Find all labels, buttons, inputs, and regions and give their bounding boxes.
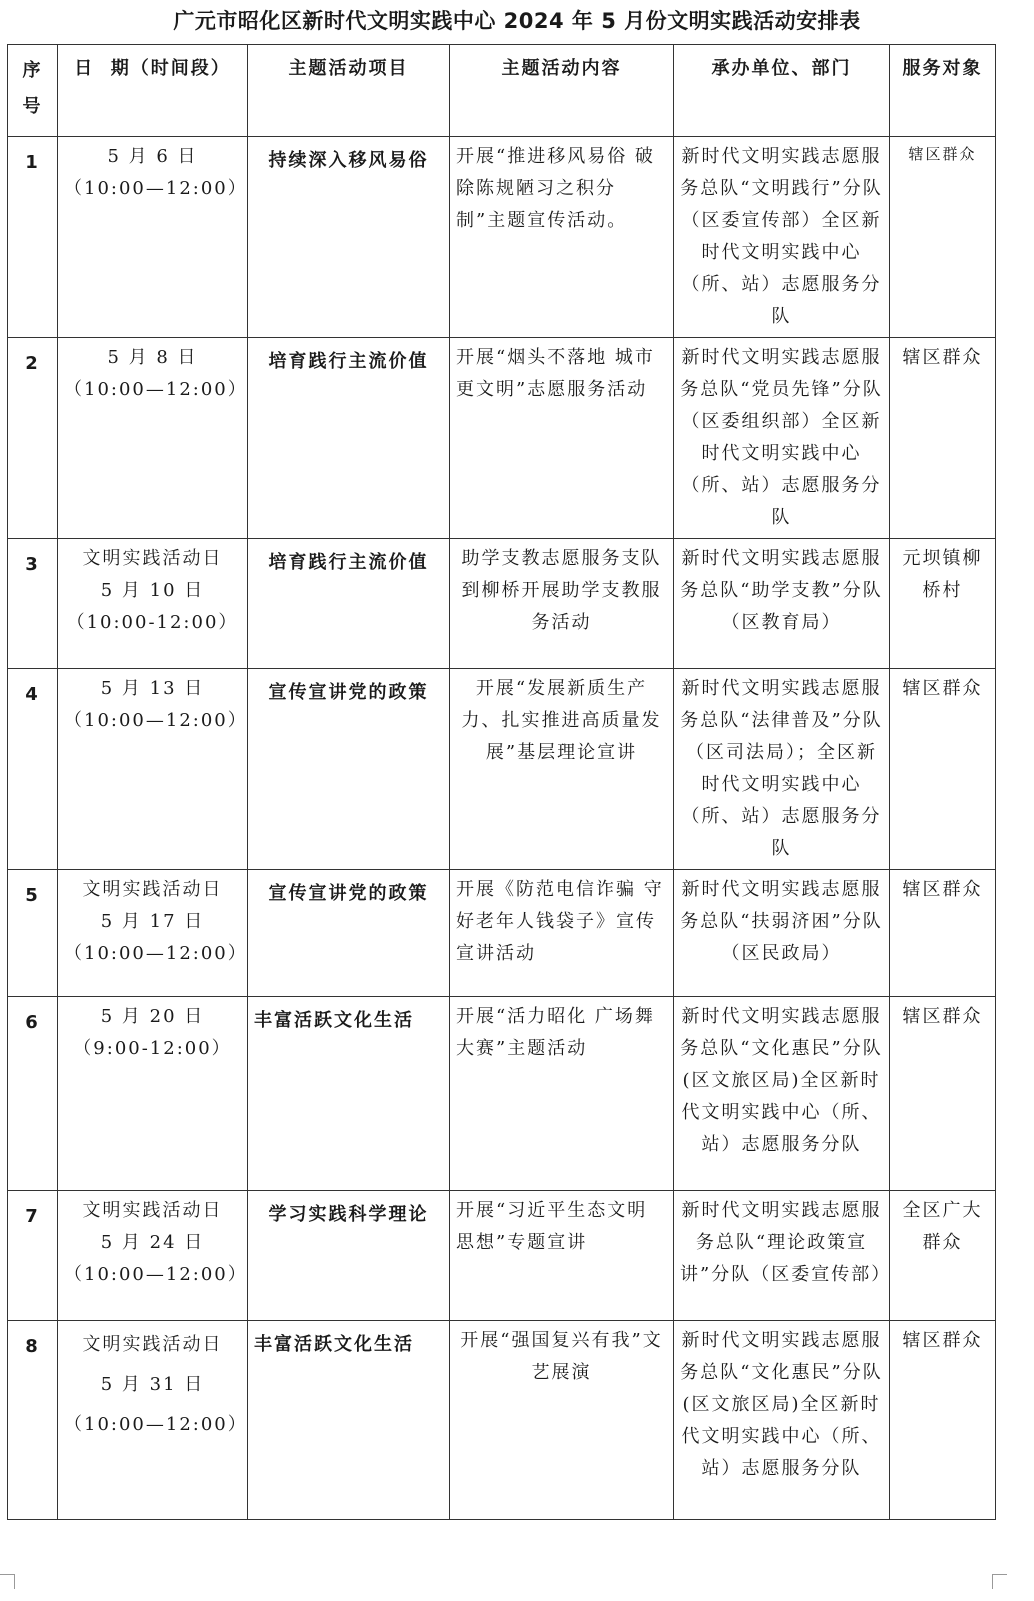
row-date [58,137,248,338]
row-date [58,669,248,870]
date-line: 5 月 17 日 [100,911,205,932]
table-row [8,997,996,1191]
row-seq: 6 [8,997,58,1191]
row-content: 助学支教志愿服务支队到柳桥开展助学支教服务活动 [450,539,674,669]
table-row [8,137,996,338]
row-org: 新时代文明实践志愿服务总队“扶弱济困”分队（区民政局） [674,870,890,997]
row-content: 开展“烟头不落地 城市更文明”志愿服务活动 [450,338,674,539]
row-seq: 2 [8,338,58,539]
row-org: 新时代文明实践志愿服务总队“理论政策宣讲”分队（区委宣传部） [674,1191,890,1321]
row-content: 开展“推进移风易俗 破除陈规陋习之积分制”主题宣传活动。 [450,137,674,338]
row-seq: 4 [8,669,58,870]
header-seq: 序号 [8,45,58,137]
page-corner-mark [0,1574,15,1589]
row-target: 辖区群众 [890,997,996,1191]
row-target: 元坝镇柳桥村 [890,539,996,669]
date-line: （10:00-12:00） [66,612,239,633]
date-line: （10:00—12:00） [64,1264,248,1285]
row-org: 新时代文明实践志愿服务总队“助学支教”分队（区教育局） [674,539,890,669]
row-seq: 1 [8,137,58,338]
date-line: 5 月 6 日 [107,146,198,167]
row-target: 辖区群众 [890,137,996,338]
table-row [8,870,996,997]
row-theme: 宣传宣讲党的政策 [248,669,450,870]
table-header-row [8,45,996,137]
row-org: 新时代文明实践志愿服务总队“法律普及”分队（区司法局）；全区新时代文明实践中心（所、站）志愿服务分队 [674,669,890,870]
row-theme: 丰富活跃文化生活 [248,997,450,1191]
row-org: 新时代文明实践志愿服务总队“文化惠民”分队(区文旅区局)全区新时代文明实践中心（所、站）志愿服务分队 [674,997,890,1191]
table-row [8,539,996,669]
date-line: （10:00—12:00） [64,178,248,199]
row-date [58,1321,248,1520]
table-row [8,1321,996,1520]
row-theme: 培育践行主流价值 [248,539,450,669]
row-target: 辖区群众 [890,669,996,870]
row-org: 新时代文明实践志愿服务总队“文明践行”分队（区委宣传部）全区新时代文明实践中心（所、站）志愿服务分队 [674,137,890,338]
row-date [58,870,248,997]
date-line: 5 月 8 日 [107,347,198,368]
row-content: 开展“习近平生态文明思想”专题宣讲 [450,1191,674,1321]
date-line: （10:00—12:00） [64,710,248,731]
row-theme: 培育践行主流价值 [248,338,450,539]
date-line: 文明实践活动日 [82,1334,223,1355]
date-line: （10:00—12:00） [64,379,248,400]
date-line: 文明实践活动日 [82,879,223,900]
table-row [8,338,996,539]
row-content: 开展“活力昭化 广场舞大赛”主题活动 [450,997,674,1191]
header-content: 主题活动内容 [450,45,674,137]
date-line: （9:00-12:00） [73,1038,232,1059]
header-org: 承办单位、部门 [674,45,890,137]
row-content: 开展《防范电信诈骗 守好老年人钱袋子》宣传宣讲活动 [450,870,674,997]
row-theme: 丰富活跃文化生活 [248,1321,450,1520]
document-title: 广元市昭化区新时代文明实践中心 2024 年 5 月份文明实践活动安排表 [173,9,861,33]
header-date: 日 期（时间段） [58,45,248,137]
date-line: 5 月 31 日 [100,1374,205,1395]
row-date [58,539,248,669]
row-target: 辖区群众 [890,338,996,539]
table-row [8,1191,996,1321]
date-line: （10:00—12:00） [64,943,248,964]
page-corner-mark [992,1574,1007,1589]
row-theme: 宣传宣讲党的政策 [248,870,450,997]
header-theme: 主题活动项目 [248,45,450,137]
row-seq: 7 [8,1191,58,1321]
row-date [58,997,248,1191]
date-line: 5 月 10 日 [100,580,205,601]
row-content: 开展“发展新质生产力、扎实推进高质量发展”基层理论宣讲 [450,669,674,870]
date-line: （10:00—12:00） [64,1414,248,1435]
table-row [8,669,996,870]
row-target: 全区广大群众 [890,1191,996,1321]
row-date [58,338,248,539]
row-date [58,1191,248,1321]
row-seq: 3 [8,539,58,669]
date-line: 5 月 20 日 [100,1006,205,1027]
row-theme: 学习实践科学理论 [248,1191,450,1321]
date-line: 文明实践活动日 [82,548,223,569]
row-theme: 持续深入移风易俗 [248,137,450,338]
row-content: 开展“强国复兴有我”文艺展演 [450,1321,674,1520]
row-target: 辖区群众 [890,1321,996,1520]
date-line: 5 月 24 日 [100,1232,205,1253]
row-seq: 8 [8,1321,58,1520]
row-org: 新时代文明实践志愿服务总队“党员先锋”分队（区委组织部）全区新时代文明实践中心（所、站）志愿服务分队 [674,338,890,539]
header-target: 服务对象 [890,45,996,137]
activity-schedule-table [7,44,996,1520]
row-org: 新时代文明实践志愿服务总队“文化惠民”分队(区文旅区局)全区新时代文明实践中心（所、站）志愿服务分队 [674,1321,890,1520]
date-line: 文明实践活动日 [82,1200,223,1221]
row-seq: 5 [8,870,58,997]
date-line: 5 月 13 日 [100,678,205,699]
row-target: 辖区群众 [890,870,996,997]
